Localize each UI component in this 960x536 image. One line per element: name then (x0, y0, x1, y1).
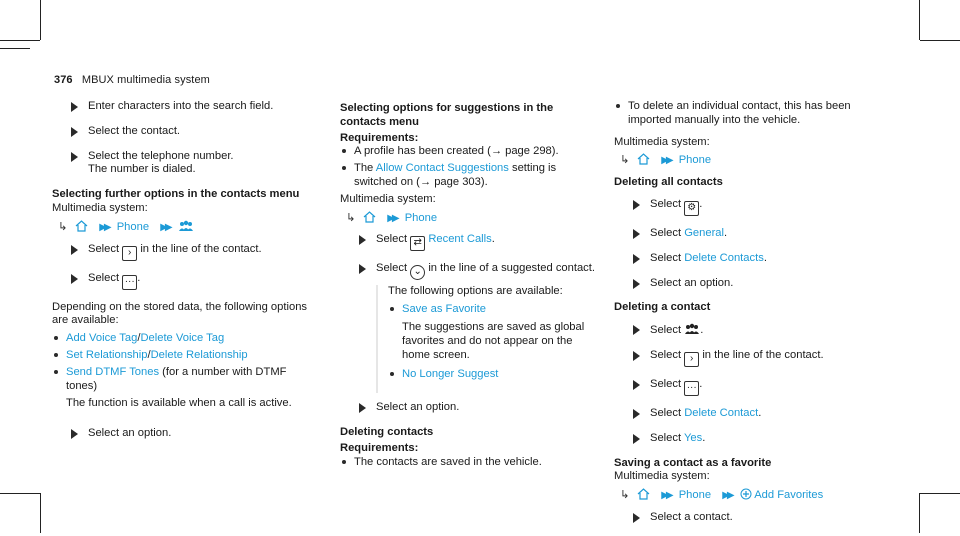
requirements-label: Requirements: (340, 441, 419, 454)
more-icon[interactable]: ··· (684, 381, 699, 396)
chevron-right-icon[interactable]: › (684, 352, 699, 367)
menu-path (620, 488, 884, 503)
step: Select ··· . (614, 378, 884, 396)
section-heading: Deleting a contact (614, 301, 711, 314)
column-3 (614, 100, 884, 536)
step: Select an option. (340, 401, 595, 415)
house-icon (637, 153, 650, 165)
contacts-icon[interactable] (684, 323, 700, 335)
double-chevron-icon: ▶▶ (722, 490, 732, 502)
menu-path (620, 153, 884, 168)
label: Multimedia system: (52, 201, 148, 214)
call-list-icon[interactable]: ⇄ (410, 236, 425, 251)
step: Select ⌄ in the line of a suggested contact. (340, 262, 595, 280)
crop-mark (40, 493, 41, 533)
list-item: The contacts are saved in the vehicle. (340, 456, 595, 470)
step: Select › in the line of the contact. (52, 243, 307, 261)
phone-link[interactable]: Phone (404, 211, 438, 224)
contacts-icon (178, 220, 194, 232)
double-chevron-icon: ▶▶ (661, 490, 671, 502)
arrow-icon: ↳ (346, 211, 356, 224)
menu-path (346, 211, 595, 226)
section-heading: Selecting further options in the contacts menu (52, 188, 300, 201)
list-item: Save as Favorite The suggestions are saved as global favorites and do not appear on the home screen. (388, 303, 595, 362)
section-heading: Deleting all contacts (614, 176, 723, 189)
gear-icon[interactable]: ⚙ (684, 201, 699, 216)
more-icon[interactable]: ··· (122, 275, 137, 290)
section-heading: Saving a contact as a favorite (614, 456, 772, 469)
crop-mark (40, 0, 41, 40)
step: Select Delete Contacts. (614, 252, 884, 266)
plus-circle-icon (740, 488, 752, 500)
house-icon (637, 488, 650, 500)
step: Select ··· . (52, 272, 307, 290)
arrow-icon: ↳ (58, 220, 68, 233)
list-item: Set Relationship/Delete Relationship (52, 349, 307, 363)
label: Multimedia system: (614, 470, 710, 483)
step: Select the contact. (52, 125, 307, 139)
crop-mark (920, 493, 960, 494)
options-block: The following options are available: Save as Favorite The suggestions are saved as global favorites and do not appear on the home screen. No Longer Suggest (376, 285, 595, 393)
double-chevron-icon: ▶▶ (661, 155, 671, 167)
step: Select › in the line of the contact. (614, 349, 884, 367)
double-chevron-icon: ▶▶ (387, 212, 397, 224)
label: Multimedia system: (614, 135, 710, 148)
phone-link[interactable]: Phone (116, 220, 150, 233)
list-item: A profile has been created (→ page 298). (340, 145, 595, 159)
paragraph: Depending on the stored data, the following options are available: (52, 300, 308, 327)
requirements-label: Requirements: (340, 131, 419, 144)
label: Multimedia system: (340, 192, 436, 205)
crop-mark (920, 40, 960, 41)
step: Select ⚙ . (614, 198, 884, 216)
page-header (54, 74, 210, 86)
step: Select General. (614, 227, 884, 241)
arrow-icon: ↳ (620, 489, 630, 502)
list-item: Add Voice Tag/Delete Voice Tag (52, 332, 307, 346)
page-title: MBUX multimedia system (81, 74, 210, 86)
step: Select . (614, 323, 884, 338)
house-icon (363, 211, 376, 223)
list-item: The Allow Contact Suggestions setting is switched on (→ page 303). (340, 162, 595, 190)
step: Select ⇄ Recent Calls. (340, 233, 595, 251)
phone-link[interactable]: Phone (678, 154, 712, 167)
chevron-down-icon[interactable]: ⌄ (410, 265, 425, 280)
step: Select an option. (52, 427, 307, 441)
menu-path (58, 220, 307, 235)
step: Select an option. (614, 277, 884, 291)
crop-mark (0, 48, 30, 49)
arrow-icon: ↳ (620, 154, 630, 167)
crop-mark (919, 0, 920, 40)
crop-mark (0, 493, 40, 494)
step: Select Yes. (614, 432, 884, 446)
step: Select Delete Contact. (614, 407, 884, 421)
list-item: Send DTMF Tones (for a number with DTMF tones) The function is available when a call is active. (52, 366, 307, 411)
column-2 (340, 100, 595, 472)
house-icon (75, 220, 88, 232)
page-number: 376 (54, 74, 73, 86)
crop-mark (919, 493, 920, 533)
crop-mark (0, 40, 40, 41)
add-favorites-link[interactable]: Add Favorites (754, 489, 824, 502)
chevron-right-icon[interactable]: › (122, 246, 137, 261)
section-heading: Deleting contacts (340, 425, 434, 438)
step: Enter characters into the search field. (52, 100, 307, 114)
step: Select the telephone number. The number is dialed. (52, 150, 307, 178)
list-item: To delete an individual contact, this has been imported manually into the vehicle. (614, 100, 884, 128)
section-heading: Selecting options for suggestions in the contacts menu (340, 102, 554, 128)
double-chevron-icon: ▶▶ (160, 221, 170, 233)
column-1 (52, 100, 307, 452)
double-chevron-icon: ▶▶ (99, 221, 109, 233)
phone-link[interactable]: Phone (678, 489, 712, 502)
step: Select a contact. (614, 511, 884, 525)
list-item: No Longer Suggest (388, 368, 595, 382)
